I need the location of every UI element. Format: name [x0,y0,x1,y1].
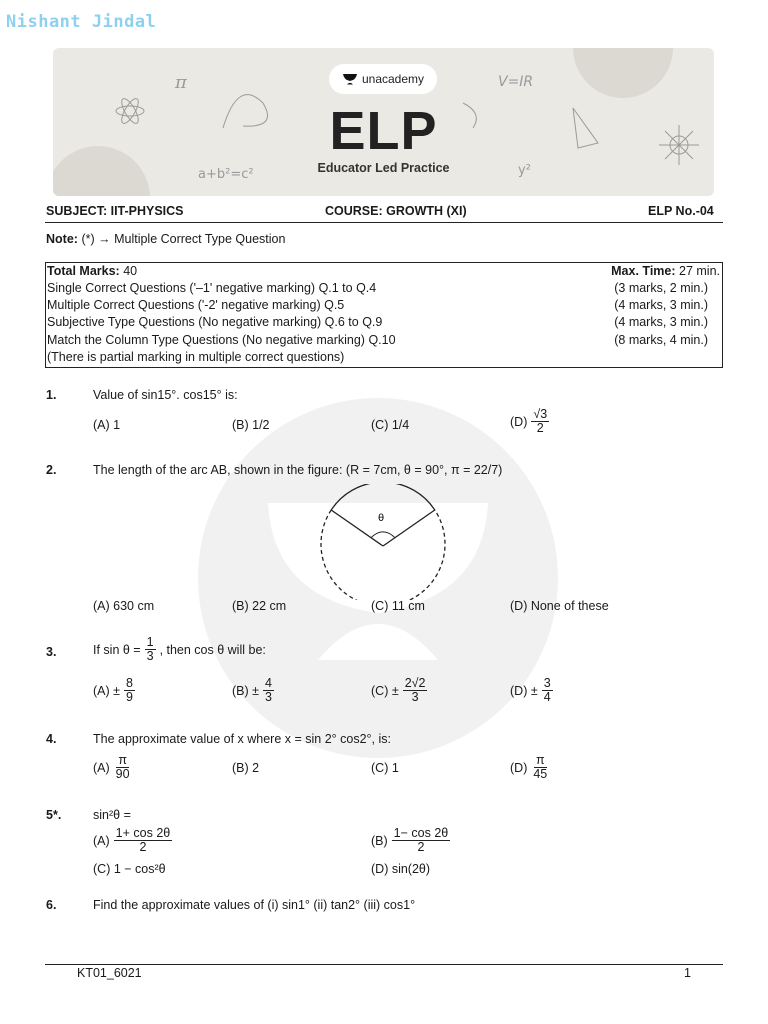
numerator: π [118,753,127,767]
q3-text [93,636,266,663]
marks-row-desc: Single Correct Questions ('–1' negative marking) Q.1 to Q.4 [47,281,377,295]
footer-divider [45,964,723,965]
q1-option-c: (C) 1/4 [371,418,410,432]
svg-text:a+b²=c²: a+b²=c² [198,167,254,182]
fraction [114,827,173,854]
option-label: (B) ± [232,683,259,698]
q1-option-b: (B) 1/2 [232,418,270,432]
brand-pill [329,64,437,94]
note-text: (*) → Multiple Correct Type Question [81,232,286,246]
numerator: 2√2 [404,676,426,690]
fraction [531,754,549,781]
q4-option-a [93,754,132,781]
denominator: 4 [543,690,551,704]
option-label: (C) ± [371,683,399,698]
option-label: (A) [93,833,110,848]
marks-row [47,333,721,350]
elp-number: ELP No.-04 [648,204,714,218]
marks-row-desc: (There is partial marking in multiple correct questions) [47,350,345,364]
fraction [392,827,451,854]
banner-subtitle: Educator Led Practice [317,161,450,175]
q5-number: 5*. [46,808,62,822]
q2-option-c: (C) 11 cm [371,599,425,613]
elp-banner [53,48,714,196]
marks-row-score: (4 marks, 3 min.) [614,298,708,312]
marks-row-desc: Subjective Type Questions (No negative marking) Q.6 to Q.9 [47,315,383,329]
q6-number: 6. [46,898,57,912]
q3-option-d [510,677,553,704]
denominator: 9 [126,690,133,704]
denominator: 45 [533,767,548,781]
option-label: (A) [93,760,110,775]
max-time-label: Max. Time: [611,264,676,278]
q5-text: sin²θ = [93,808,131,822]
course-label: COURSE: GROWTH (XI) [325,204,467,218]
q4-number: 4. [46,732,57,746]
marks-row-score: (3 marks, 2 min.) [614,281,708,295]
numerator: π [536,753,545,767]
option-label: (B) [371,833,388,848]
q3-option-b [232,677,274,704]
subject-label: SUBJECT: IIT-PHYSICS [46,204,184,218]
numerator: 4 [265,676,272,690]
q2-option-d: (D) None of these [510,599,609,613]
note-label: Note: [46,232,78,246]
banner-title: ELP [329,101,438,161]
marks-row [47,298,721,315]
q1-option-d [510,408,549,435]
svg-text:y²: y² [518,163,531,178]
marks-row-score: (4 marks, 3 min.) [614,315,708,329]
option-label: (D) [510,414,528,429]
q5-option-a [93,827,172,854]
denominator: 2 [139,840,147,854]
denominator: 3 [265,690,272,704]
q1-option-a: (A) 1 [93,418,121,432]
numerator: 1− cos 2θ [393,826,449,840]
marks-row [47,281,721,298]
note [46,232,285,246]
option-label: (D) ± [510,683,538,698]
q3-text-post: , then cos θ will be: [159,642,266,657]
q1-text: Value of sin15°. cos15° is: [93,388,238,402]
watermark-name: Nishant Jindal [6,12,157,32]
q3-text-pre: If sin θ = [93,642,141,657]
q2-text: The length of the arc AB, shown in the figure: (R = 7cm, θ = 90°, π = 22/7) [93,463,503,477]
numerator: 1+ cos 2θ [115,826,171,840]
fraction [531,408,549,435]
fraction [145,636,156,663]
numerator: 8 [126,676,133,690]
marks-row-desc: Match the Column Type Questions (No negative marking) Q.10 [47,333,396,347]
marks-row-score: (8 marks, 4 min.) [614,333,708,347]
total-marks-label: Total Marks: [47,264,120,278]
marks-row [47,315,721,332]
numerator: 3 [543,676,551,690]
q2-option-a: (A) 630 cm [93,599,155,613]
numerator: 1 [146,635,154,649]
q3-option-a [93,677,135,704]
q4-option-c: (C) 1 [371,761,399,775]
q3-number: 3. [46,645,57,659]
denominator: 2 [417,840,425,854]
fraction [403,677,428,704]
total-marks-value: 40 [123,264,138,278]
option-label: (A) ± [93,683,120,698]
marks-row-desc: Multiple Correct Questions ('-2' negative marking) Q.5 [47,298,345,312]
denominator: 3 [411,690,419,704]
svg-text:π: π [175,72,187,93]
q6-text: Find the approximate values of (i) sin1° (ii) tan2° (iii) cos1° [93,898,416,912]
theta-label: θ [378,513,385,524]
q2-option-b: (B) 22 cm [232,599,287,613]
denominator: 3 [146,649,154,663]
fraction [124,677,135,704]
marks-box [45,262,723,368]
max-time-value: 27 min. [679,264,720,278]
marks-row-total [47,264,721,281]
q4-text: The approximate value of x where x = sin 2° cos2°, is: [93,732,391,746]
fraction [263,677,274,704]
page-number: 1 [684,966,691,980]
q1-number: 1. [46,388,57,402]
denominator: 90 [115,767,130,781]
svg-text:V=IR: V=IR [498,74,534,90]
footer-code: KT01_6021 [77,966,142,980]
marks-row [47,350,721,367]
q4-option-b: (B) 2 [232,761,260,775]
q4-option-d [510,754,549,781]
q5-option-c: (C) 1 − cos²θ [93,862,166,876]
q5-option-b [371,827,450,854]
q2-number: 2. [46,463,57,477]
option-label: (D) [510,760,528,775]
numerator: √3 [533,407,548,421]
brand-name: unacademy [361,72,425,86]
arc-figure [318,484,448,600]
header-divider [45,222,723,223]
q3-option-c [371,677,427,704]
denominator: 2 [536,421,544,435]
q5-option-d: (D) sin(2θ) [371,862,431,876]
unacademy-logo-icon [342,73,358,85]
fraction [114,754,132,781]
fraction [542,677,553,704]
